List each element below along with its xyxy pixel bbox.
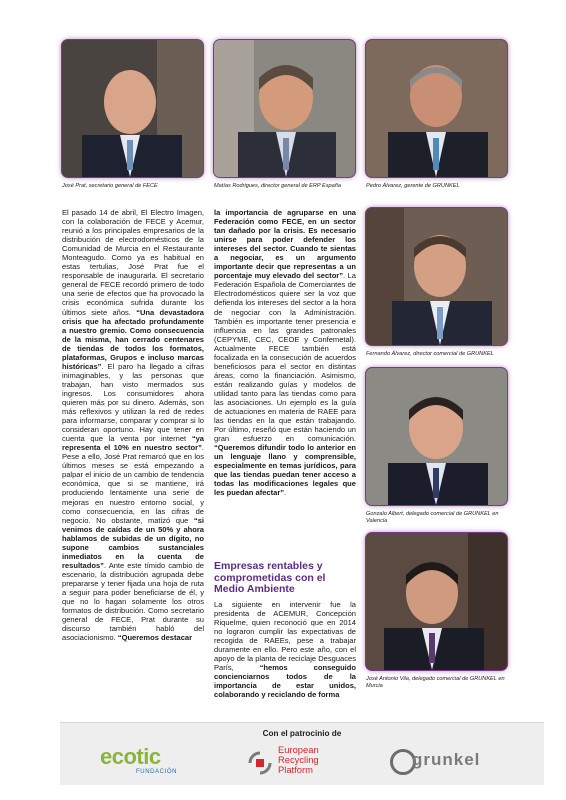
column-1-text bbox=[62, 208, 204, 642]
ecotic-subtitle: FUNDACIÓN bbox=[136, 769, 178, 775]
erp-line-3: Platform bbox=[278, 764, 313, 775]
article-page bbox=[44, 18, 546, 733]
erp-logo bbox=[246, 745, 356, 781]
quote-run: “Una devastadora crisis que ha afectado profundamente a nuestro gremio. Como consecuencia de la misma, han cerrado centenares de tiendas de todos los formatos, plataformas, Grupos e incluso marcas históricas” bbox=[62, 307, 204, 371]
ecotic-text: ecotic bbox=[100, 744, 161, 769]
portrait-image bbox=[366, 208, 507, 345]
portrait-image bbox=[366, 40, 507, 177]
text-run: . Ante este tímido cambio de escenario, la distribución agrupada debe prepararse y tener fijada una hoja de ruta a seguir para poder beneficiarse de él, y que no lo hagan solamente los otros formatos de distribución. Como secretario general de FECE, Prat durante su discurso también habló del asociacionismo. bbox=[62, 560, 204, 643]
quote-run: “si venimos de caídas de un 50% y ahora hablamos de subidas de un dígito, no supone cambios sustanciales inmediatos en la cuenta de resultados” bbox=[62, 515, 204, 570]
erp-wordmark bbox=[278, 745, 319, 775]
quote-run: “Queremos destacar bbox=[117, 633, 193, 643]
sponsor-label: Con el patrocinio de bbox=[262, 729, 342, 738]
quote-run: “hemos conseguido concienciarnos todos de la importancia de estar unidos, colaborando y reciclando de forma bbox=[214, 663, 357, 700]
ecotic-wordmark bbox=[100, 745, 161, 769]
article-column-1 bbox=[62, 208, 204, 642]
text-run: . El paro ha llegado a cifras inimaginables, y las personas que trabajan, han visto mermados sus ingresos. Los consumidores ahora quieren más por su dinero. Además, son más reflexivos y utilizan la red de redes para informarse, comparar y comprar si lo consideran oportuno. Hay que tener en cuenta que la venta por internet bbox=[62, 361, 204, 444]
caption-photo-6: José Antonio Vila, delegado comercial de GRUNKEL en Murcia bbox=[366, 676, 505, 689]
text-run: . bbox=[284, 488, 287, 498]
quote-run: “Queremos difundir todo lo anterior en un lenguaje llano y comprensible, especialmente en temas jurídicos, para que las tiendas puedan tener acceso a todas las modificaciones legales que les puedan afectar” bbox=[214, 443, 356, 498]
article-column-2b bbox=[214, 600, 356, 700]
quote-run: la importancia de agruparse en una Federación como FECE, en un sector tan dañado por la crisis. Es necesario unirse para poder defender los intereses del sector. Cuando te sientas a negociar, es un argumento importante decir que representas a un porcentaje muy elevado del sector” bbox=[214, 208, 356, 281]
portrait-image bbox=[214, 40, 355, 177]
photo-matias-rodrigues bbox=[214, 40, 355, 177]
sponsor-strip bbox=[60, 722, 544, 785]
quote-run: “ya representa el 10% en nuestro sector” bbox=[62, 434, 204, 453]
caption-photo-5: Gonzalo Albert, delegado comercial de GRUNKEL en Valencia bbox=[366, 511, 499, 524]
grunkel-logo bbox=[390, 749, 510, 775]
section-heading: Empresas rentables y comprometidas con el Medio Ambiente bbox=[214, 560, 326, 595]
caption-photo-1: José Prat, secretario general de FECE bbox=[62, 183, 158, 189]
text-run: . La Federación Española de Comerciantes de Electrodomésticos quiere ser la voz que defienda los intereses del sector a la hora de negociar con la Administración. También es importante tener presencia e influencia en las grandes patronales (CEPYME, CEC, CEOE y Confemetal). Actualmente FECE también está focalizada en la consecución de acuerdos beneficiosos para el sector en distintas áreas, como la financiación. Asimismo, están realizando guías y modelos de utilidad tanto para las tiendas como para las asociaciones. Un ejemplo es la guía de actuaciones en materia de RAEE para las tiendas en la que están trabajando. Por último, reseñó que están haciendo un gran esfuerzo en comunicación. bbox=[214, 271, 356, 444]
ecotic-logo bbox=[100, 745, 200, 779]
portrait-image bbox=[366, 368, 507, 505]
erp-line-2: Recycling bbox=[278, 754, 319, 765]
caption-photo-4: Fernando Álvarez, director comercial de GRUNKEL bbox=[366, 351, 494, 357]
grunkel-wordmark: grunkel bbox=[412, 750, 481, 769]
erp-line-1: European bbox=[278, 744, 319, 755]
caption-photo-3: Pedro Álvarez, gerente de GRUNKEL bbox=[366, 183, 460, 189]
caption-photo-2: Matías Rodrigues, director general de ERP España bbox=[214, 183, 341, 189]
column-2-text bbox=[214, 208, 356, 498]
text-run: . Pese a ello, José Prat remarcó que en los últimos meses se está empezando a palpar el inicio de un cambio de tendencia económica, que si se mantiene, irá produciendo lentamente una serie de mejoras en nuestro entorno social, y como consecuencia, en las cifras de negocio. No obstante, matizó que bbox=[62, 443, 204, 525]
recycling-arrows-icon bbox=[246, 749, 274, 777]
text-run: La siguiente en intervenir fue la presidenta de ACEMUR, Concepción Riquelme, quien reconoció que en 2014 no lograron cumplir las expectativas de recogida de RAEEs, pese a trabajar duramente en ello. Pero este año, con el apoyo de la planta de reciclaje Desguaces París, bbox=[214, 600, 356, 673]
photo-gonzalo-albert bbox=[366, 368, 507, 505]
article-column-2 bbox=[214, 208, 356, 498]
photo-fernando-alvarez bbox=[366, 208, 507, 345]
portrait-image bbox=[62, 40, 203, 177]
column-2b-text bbox=[214, 600, 356, 700]
photo-jose-antonio-vila bbox=[366, 533, 507, 670]
photo-jose-prat bbox=[62, 40, 203, 177]
portrait-image bbox=[366, 533, 507, 670]
photo-pedro-alvarez bbox=[366, 40, 507, 177]
text-run: El pasado 14 de abril, El Electro Imagen, con la colaboración de FECE y Acemur, reunió a los principales empresarios de la distribución de electrodomésticos de la Comunidad de Murcia en el Restaurante Monteagudo. Como ya es habitual en estas tertulias, José Prat fue el responsable de inaugurarla. El secretario general de FECE recordó primero de todo una serie de efectos que ha provocado la crisis económica sufrida durante los últimos siete años. bbox=[62, 208, 204, 317]
